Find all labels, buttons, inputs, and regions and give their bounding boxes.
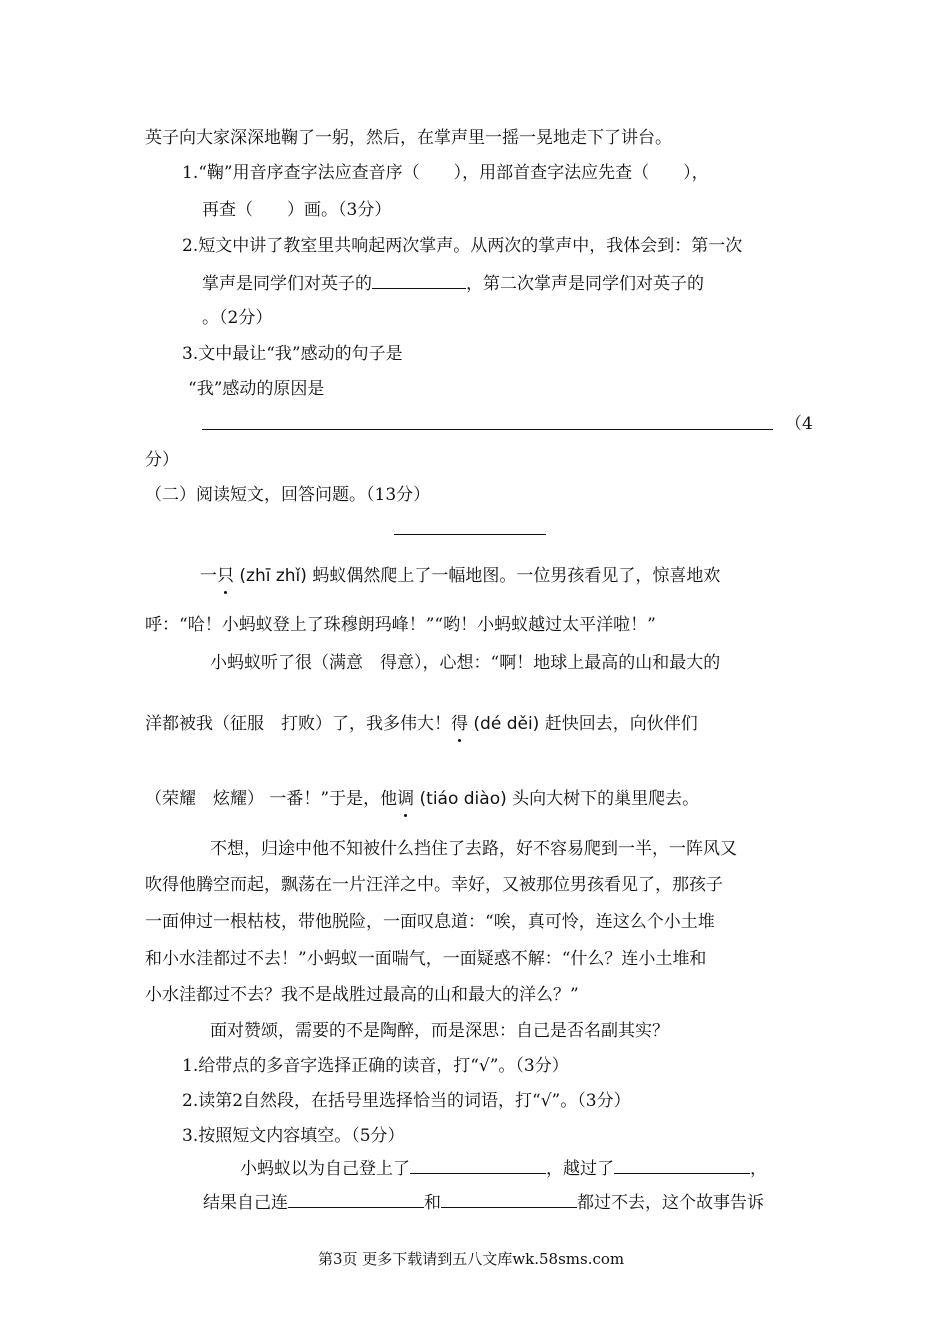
text: 头向大树下的巢里爬去。 [512, 789, 700, 809]
text: 都过不去，这个故事告诉 [577, 1193, 764, 1213]
text: （荣耀 炫耀） 一番！”于是，他 [145, 789, 398, 809]
question-2-line-2 [202, 271, 704, 295]
text: 结果自己连 [203, 1193, 288, 1213]
text: 蚂蚁偶然爬上了一幅地图。一位男孩看见了，惊喜地欢 [312, 566, 721, 586]
dotted-char: 只 [217, 566, 234, 586]
question-b3-line-2 [203, 1190, 764, 1214]
dotted-char: 得 [451, 714, 468, 734]
question-b1: 1.给带点的多音字选择正确的读音，打“√”。（3分） [182, 1056, 569, 1076]
pinyin-options: (tiáo diào) [419, 789, 507, 809]
paragraph-2-line-2 [145, 713, 698, 735]
answer-line[interactable] [202, 429, 773, 430]
paragraph-3-line-2: 吹得他腾空而起，飘荡在一片汪洋之中。幸好，又被那位男孩看见了，那孩子 [145, 875, 723, 895]
question-2-line-1: 2.短文中讲了教室里共响起两次掌声。从两次的掌声中，我体会到：第一次 [182, 236, 743, 256]
paragraph-3-line-3: 一面伸过一根枯枝，带他脱险，一面叹息道：“唉，真可怜，连这么个小土堆 [145, 912, 715, 932]
question-b3-line-1 [240, 1156, 767, 1180]
question-b3: 3.按照短文内容填空。（5分） [182, 1126, 405, 1146]
paragraph-3-line-5: 小水洼都过不去？我不是战胜过最高的山和最大的洋么？” [145, 985, 579, 1005]
question-3-line-1: 3.文中最让“我”感动的句子是 [182, 344, 403, 364]
text: 赶快回去，向伙伴们 [544, 714, 698, 734]
question-2-text-a: 掌声是同学们对英子的 [202, 274, 372, 294]
answer-blank[interactable] [288, 1190, 424, 1208]
text: ， [750, 1159, 767, 1179]
question-b2: 2.读第2自然段，在括号里选择恰当的词语，打“√”。（3分） [182, 1091, 631, 1111]
text: ，越过了 [546, 1159, 614, 1179]
dotted-char: 调 [397, 789, 415, 809]
paragraph-1-line-1 [200, 565, 720, 587]
section-heading: （二）阅读短文，回答问题。（13分） [145, 485, 431, 505]
answer-blank[interactable] [410, 1156, 546, 1174]
answer-blank[interactable] [614, 1156, 750, 1174]
question-2-line-3: 。（2分） [202, 308, 273, 328]
question-1-line-1: 1.“鞠”用音序查字法应查音序（ ），用部首查字法应先查（ ）， [182, 163, 709, 183]
title-blank-line[interactable] [394, 534, 546, 535]
text: 和 [424, 1193, 441, 1213]
page-footer: 第3页 更多下载请到五八文库wk.58sms.com [318, 1250, 625, 1268]
paragraph-3-line-4: 和小水洼都过不去！”小蚂蚁一面喘气，一面疑惑不解：“什么？连小土堆和 [145, 949, 707, 969]
paragraph-2-line-1: 小蚂蚁听了很（满意 得意），心想：“啊！地球上最高的山和最大的 [210, 653, 721, 673]
paragraph-1-line-2: 呼：“哈！小蚂蚁登上了珠穆朗玛峰！”“哟！小蚂蚁越过太平洋啦！” [145, 615, 656, 635]
paragraph-3-line-1: 不想，归途中他不知被什么挡住了去路，好不容易爬到一半，一阵风又 [210, 839, 737, 859]
question-2-text-b: ，第二次掌声是同学们对英子的 [466, 274, 704, 294]
paragraph-4: 面对赞颂，需要的不是陶醉，而是深思：自己是否名副其实？ [210, 1021, 669, 1041]
question-3-line-2: “我”感动的原因是 [188, 379, 325, 399]
paragraph-2-line-3 [145, 788, 699, 810]
question-1-line-2: 再查（ ）画。（3分） [202, 200, 392, 220]
answer-blank[interactable] [441, 1190, 577, 1208]
text: 洋都被我（征服 打败）了，我多伟大！ [145, 714, 451, 734]
score-text: （4 [785, 414, 813, 434]
score-text-cont: 分） [145, 450, 179, 470]
text: 小蚂蚁以为自己登上了 [240, 1159, 410, 1179]
text: 一 [200, 566, 217, 586]
pinyin-options: (zhī zhǐ) [239, 566, 307, 586]
text-line: 英子向大家深深地鞠了一躬，然后，在掌声里一摇一晃地走下了讲台。 [145, 128, 672, 148]
pinyin-options: (dé děi) [473, 714, 540, 734]
answer-blank[interactable] [372, 271, 466, 289]
